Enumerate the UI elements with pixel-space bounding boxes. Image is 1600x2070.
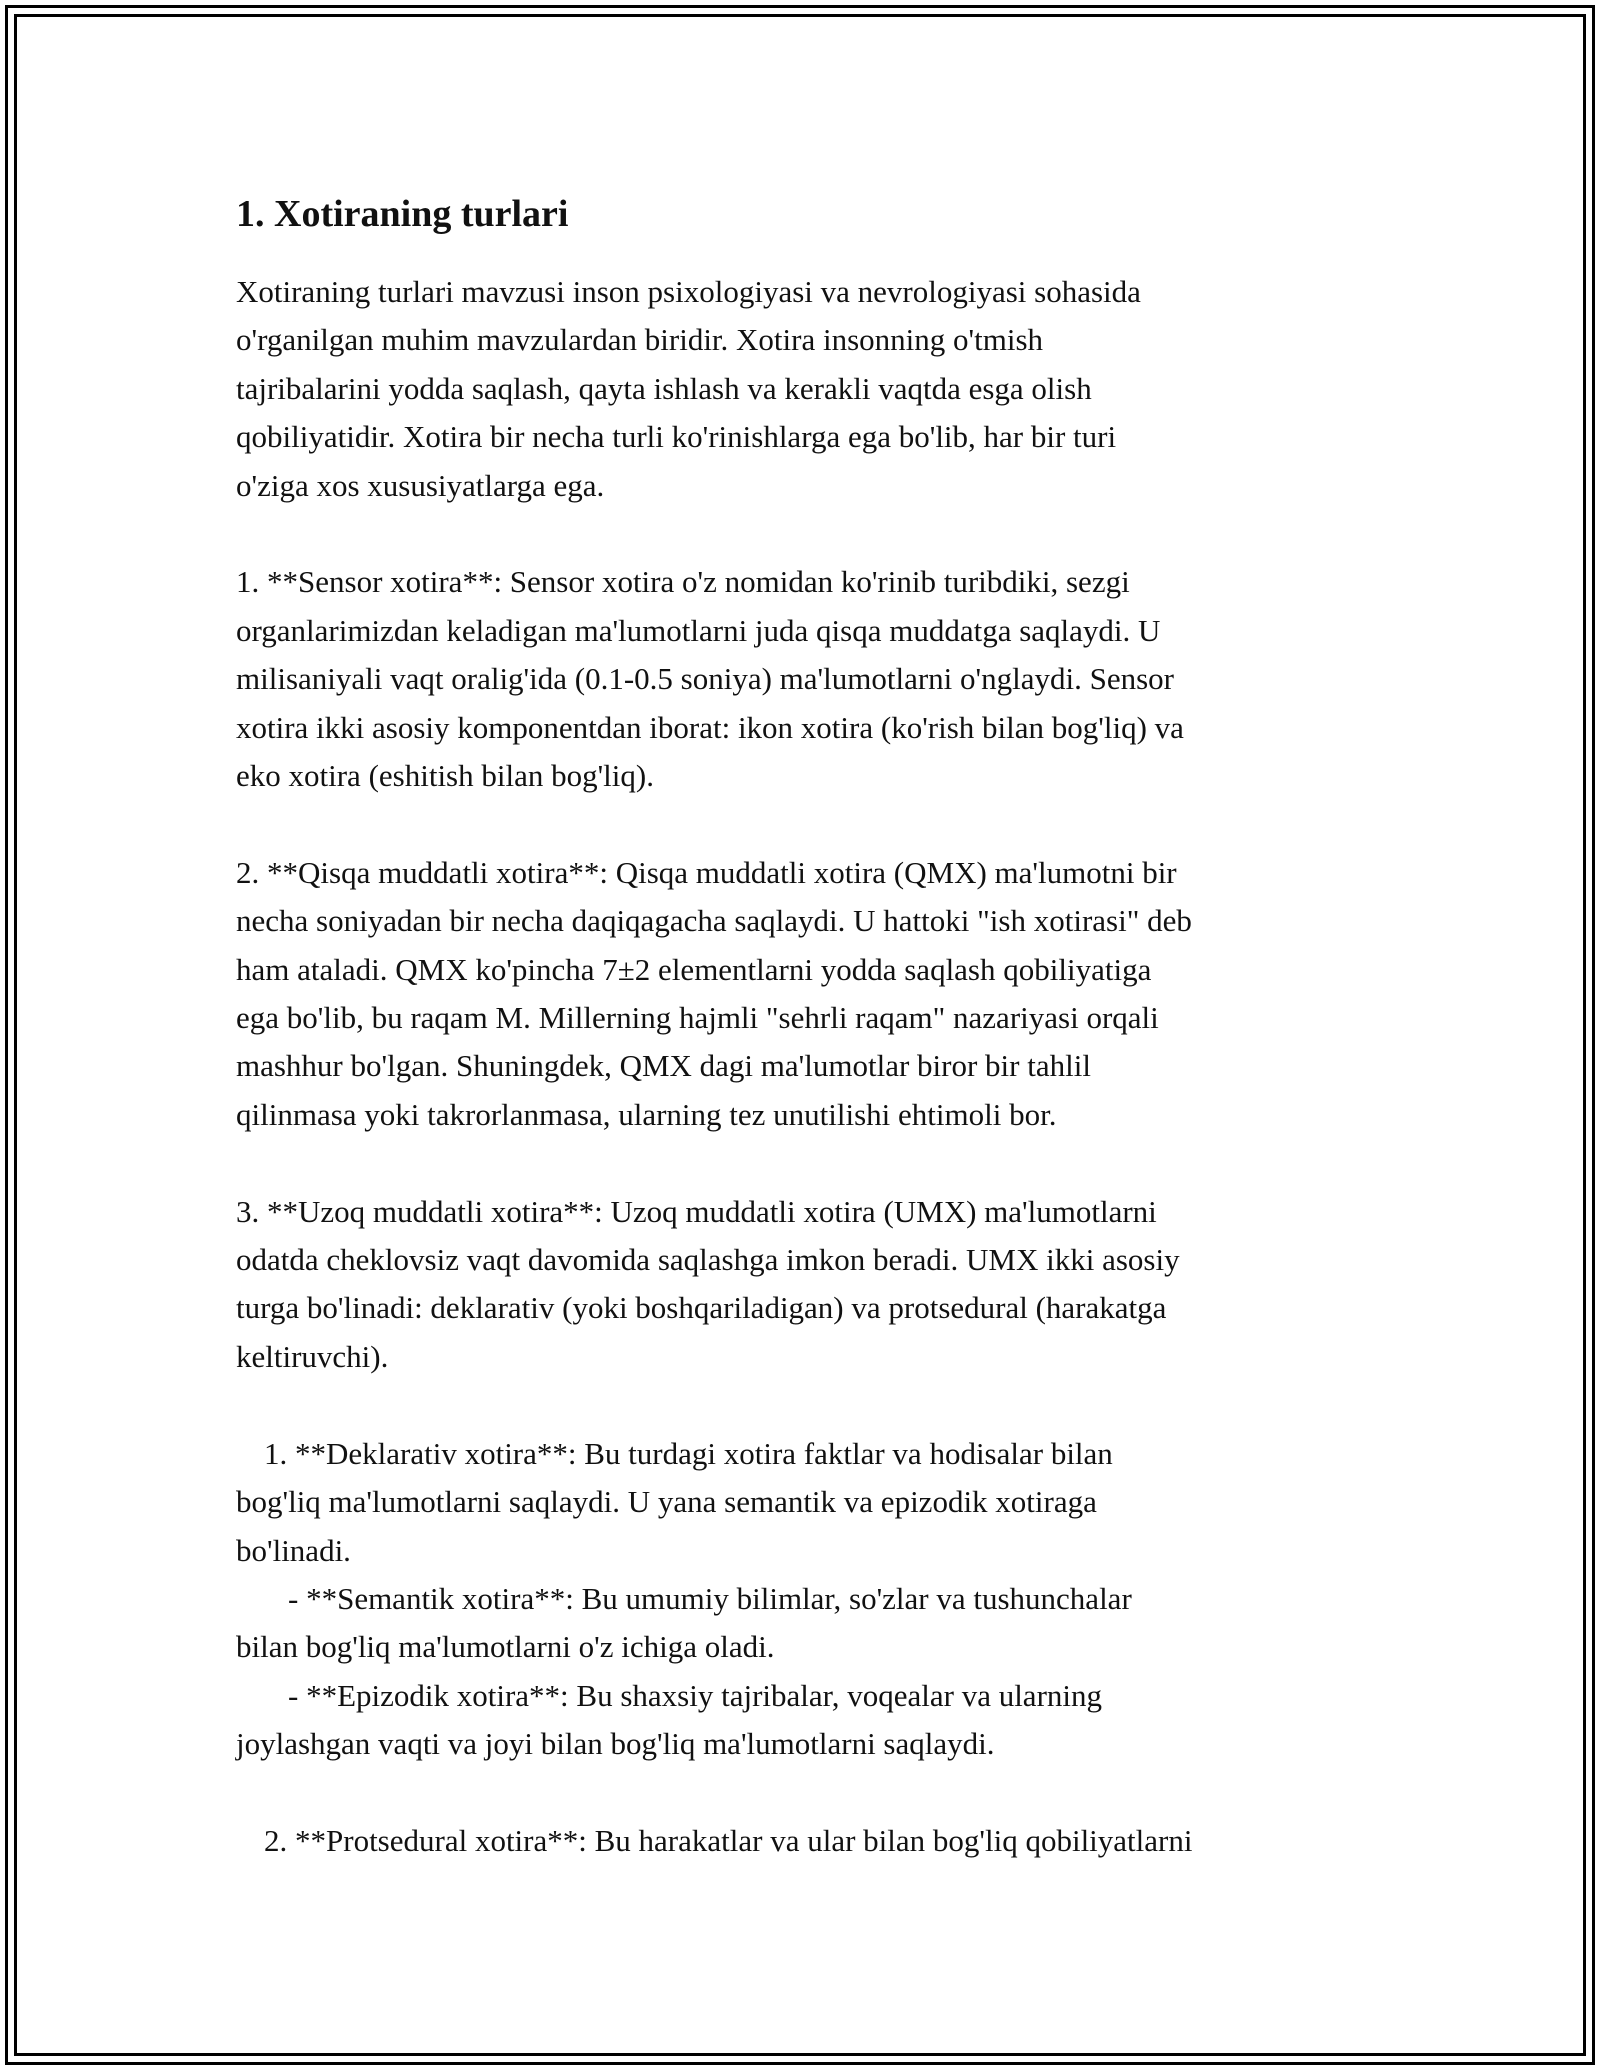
- episodic-memory-item: [236, 1672, 1376, 1769]
- procedural-memory-first-line: 2. **Protsedural xotira**: Bu harakatlar va ular bilan bog'liq qobiliyatlarni: [264, 1822, 1193, 1858]
- episodic-memory-continuation: joylashgan vaqti va joyi bilan bog'liq ma'lumotlarni saqlaydi.: [236, 1726, 995, 1762]
- paragraph-gap: [236, 800, 1376, 848]
- semantic-memory-item: [236, 1575, 1376, 1672]
- declarative-memory-item: [236, 1430, 1376, 1575]
- declarative-memory-continuation: bog'liq ma'lumotlarni saqlaydi. U yana semantik va epizodik xotiraga bo'linadi.: [236, 1484, 1097, 1568]
- semantic-memory-first-line: - **Semantik xotira**: Bu umumiy bilimlar, so'zlar va tushunchalar: [288, 1580, 1132, 1616]
- paragraph-gap: [236, 510, 1376, 558]
- episodic-memory-first-line: - **Epizodik xotira**: Bu shaxsiy tajribalar, voqealar va ularning: [288, 1677, 1103, 1713]
- declarative-memory-first-line: 1. **Deklarativ xotira**: Bu turdagi xotira faktlar va hodisalar bilan: [264, 1435, 1113, 1471]
- paragraph-gap: [236, 1139, 1376, 1187]
- document-body: [236, 186, 1376, 1865]
- paragraph-gap: [236, 1381, 1376, 1429]
- short-term-memory-paragraph: 2. **Qisqa muddatli xotira**: Qisqa muddatli xotira (QMX) ma'lumotni bir necha soniyadan bir necha daqiqagacha saqlaydi. U hattoki "ish xotirasi" deb ham ataladi. QMX ko'pincha 7±2 elementlarni yodda saqlash qobiliyatiga ega bo'lib, bu raqam M. Millerning hajmli "sehrli raqam" nazariyasi orqali mashhur bo'lgan. Shuningdek, QMX dagi ma'lumotlar biror bir tahlil qilinmasa yoki takrorlanmasa, ularning tez unutilishi ehtimoli bor.: [236, 854, 1192, 1132]
- sensor-memory-paragraph: 1. **Sensor xotira**: Sensor xotira o'z nomidan ko'rinib turibdiki, sezgi organlarimizdan keladigan ma'lumotlarni juda qisqa muddatga saqlaydi. U milisaniyali vaqt oralig'ida (0.1-0.5 soniya) ma'lumotlarni o'nglaydi. Sensor xotira ikki asosiy komponentdan iborat: ikon xotira (ko'rish bilan bog'liq) va eko xotira (eshitish bilan bog'liq).: [236, 564, 1184, 794]
- long-term-memory-paragraph: 3. **Uzoq muddatli xotira**: Uzoq muddatli xotira (UMX) ma'lumotlarni odatda cheklovsiz vaqt davomida saqlashga imkon beradi. UMX ikki asosiy turga bo'linadi: deklarativ (yoki boshqariladigan) va protsedural (harakatga keltiruvchi).: [236, 1193, 1180, 1374]
- intro-paragraph: Xotiraning turlari mavzusi inson psixologiyasi va nevrologiyasi sohasida o'rganilgan muhim mavzulardan biridir. Xotira insonning o'tmish tajribalarini yodda saqlash, qayta ishlash va kerakli vaqtda esga olish qobiliyatidir. Xotira bir necha turli ko'rinishlarga ega bo'lib, har bir turi o'ziga xos xususiyatlarga ega.: [236, 274, 1141, 503]
- paragraph-gap: [236, 1769, 1376, 1817]
- semantic-memory-continuation: bilan bog'liq ma'lumotlarni o'z ichiga oladi.: [236, 1629, 775, 1665]
- section-heading: 1. Xotiraning turlari: [236, 193, 569, 235]
